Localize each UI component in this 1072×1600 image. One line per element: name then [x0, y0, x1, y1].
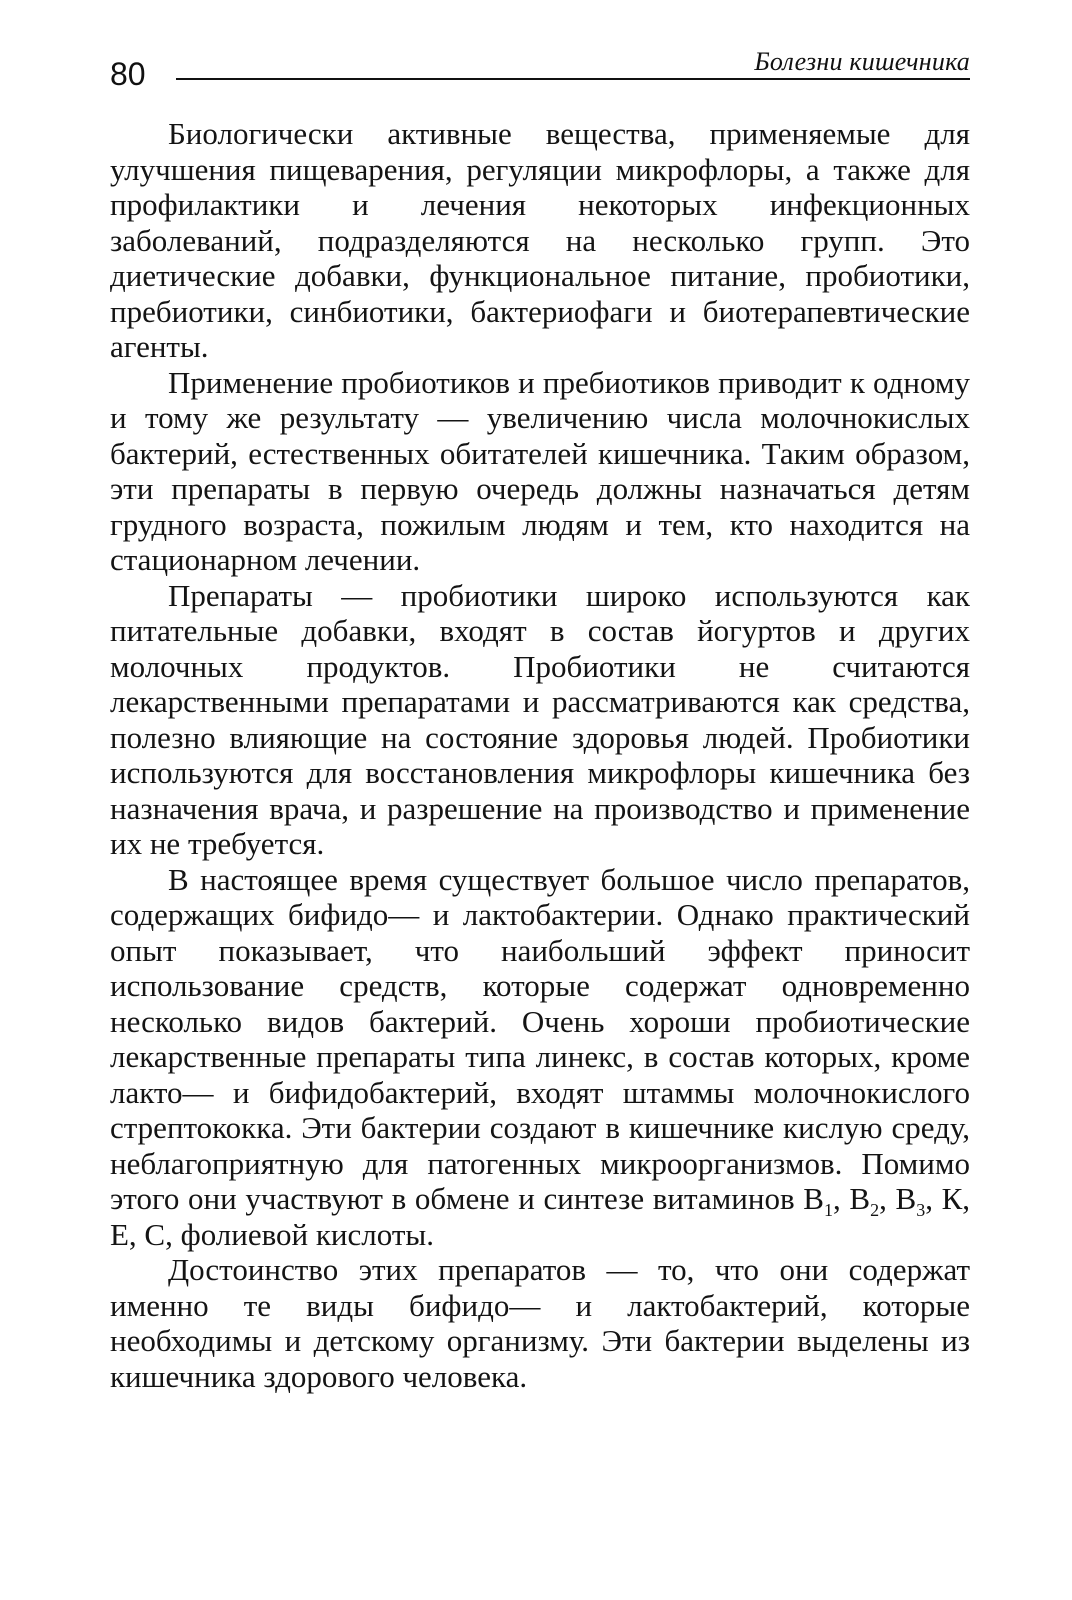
paragraph-5: Достоинство этих препаратов — то, что они содержат именно те виды бифидо— и лактобактерий, которые необходимы и детскому организму. Эти бактерии выделены из кишечника здорового человека. — [110, 1252, 970, 1394]
paragraph-4-ending: , К, Е, С, фолиевой кислоты. — [110, 1181, 971, 1252]
paragraph-4-text: В настоящее время существует большое число препаратов, содержащих бифидо— и лактобактерии. Однако практический опыт показывает, что наибольший эффект приносит использование средств, которые содержат одновременно несколько видов бактерий. Очень хороши пробиотические лекарственные препараты типа линекс, в состав которых, кроме лакто— и бифидобактерий, входят штаммы молочнокислого стрептококка. Эти бактерии создают в кишечнике кислую среду, неблагоприятную для патогенных микроорганизмов. Помимо этого они участвуют в обмене и синтезе витаминов — [110, 861, 970, 1216]
book-page — [110, 40, 970, 1560]
header-rule — [176, 78, 970, 80]
vitamin-separator-2: , — [879, 1181, 896, 1216]
paragraph-2: Применение пробиотиков и пребиотиков приводит к одному и тому же результату — увеличению числа молочнокислых бактерий, естественных обитателей кишечника. Таким образом, эти препараты в первую очередь должны назначаться детям грудного возраста, пожилым людям и тем, кто находится на стационарном лечении. — [110, 364, 970, 577]
paragraph-4 — [110, 862, 970, 1253]
vitamin-separator-1: , — [832, 1181, 850, 1216]
vitamin-b: В — [895, 1181, 917, 1216]
page-number: 80 — [110, 56, 146, 92]
paragraph-1: Биологически активные вещества, применяемые для улучшения пищеварения, регуляции микрофлоры, а также для профилактики и лечения некоторых инфекционных заболеваний, подразделяются на несколько групп. Это диетические добавки, функциональное питание, пробиотики, пребиотики, синбиотики, бактериофаги и биотерапевтические агенты. — [110, 116, 970, 364]
body-text — [110, 116, 970, 1394]
page-header — [110, 40, 970, 98]
vitamin-subscript-2: 2 — [870, 1200, 880, 1221]
vitamin-subscript-3: 3 — [916, 1200, 926, 1221]
vitamin-b: В — [803, 1181, 824, 1216]
vitamin-subscript-1: 1 — [823, 1200, 833, 1221]
vitamin-b: В — [849, 1181, 871, 1216]
running-title: Болезни кишечника — [754, 47, 970, 76]
paragraph-3: Препараты — пробиотики широко используются как питательные добавки, входят в состав йогуртов и других молочных продуктов. Пробиотики не считаются лекарственными препаратами и рассматриваются как средства, полезно влияющие на состояние здоровья людей. Пробиотики используются для восстановления микрофлоры кишечника без назначения врача, и разрешение на производство и применение их не требуется. — [110, 577, 970, 861]
